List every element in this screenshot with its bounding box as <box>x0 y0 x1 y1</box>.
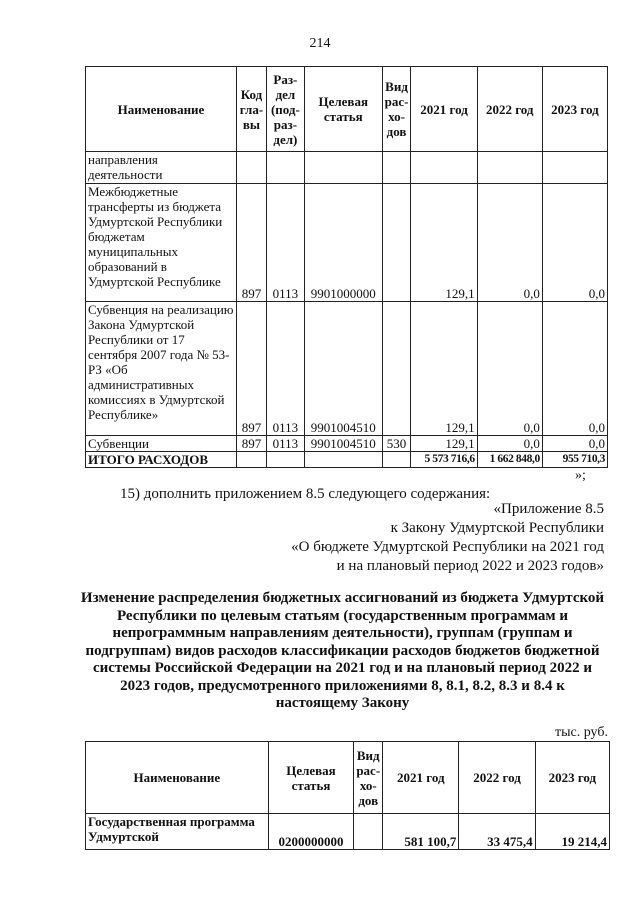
row-section: 0113 <box>266 436 304 452</box>
page-number: 214 <box>309 36 331 51</box>
row-2022 <box>477 152 542 184</box>
table-row <box>86 152 608 184</box>
row-code: 897 <box>237 302 267 436</box>
row-2021: 129,1 <box>411 436 477 452</box>
header-target-item: Целевая статья <box>268 742 354 814</box>
appendix-line: и на плановый период 2022 и 2023 годов» <box>336 558 604 574</box>
header-target-item: Целевая статья <box>304 67 382 152</box>
total-label: ИТОГО РАСХОДОВ <box>86 452 237 468</box>
row-2023: 0,0 <box>542 184 607 302</box>
row-2022: 0,0 <box>477 436 542 452</box>
header-name: Наименование <box>86 742 269 814</box>
row-target <box>304 152 382 184</box>
units-label: тыс. руб. <box>555 725 608 740</box>
appendix-heading <box>291 500 604 576</box>
empty-cell <box>237 452 267 468</box>
table-header-row <box>86 742 610 814</box>
header-expense-type: Вид рас- хо- дов <box>382 67 411 152</box>
closing-quote: »; <box>575 468 586 483</box>
row-type <box>382 302 411 436</box>
row-2021 <box>411 152 477 184</box>
row-2023: 0,0 <box>542 436 607 452</box>
document-title: Изменение распределения бюджетных ассигнований из бюджета Удмуртской Республики по целевым статьям (государственным программам и непрограммным направлениям деятельности), группам (группам и подгруппам) видов расходов классификации расходов бюджетов бюджетной системы Российской Федерации на 2021 год и на плановый период 2022 и 2023 годов, предусмотренного приложениями 8, 8.1, 8.2, 8.3 и 8.4 к настоящему Закону <box>80 590 605 711</box>
total-2021: 5 573 716,6 <box>411 452 477 468</box>
row-code <box>237 152 267 184</box>
allocation-table <box>85 741 610 850</box>
appendix-line: к Закону Удмуртской Республики <box>390 520 604 536</box>
row-2021: 129,1 <box>411 184 477 302</box>
row-2023: 0,0 <box>542 302 607 436</box>
row-type <box>382 184 411 302</box>
row-target: 9901004510 <box>304 302 382 436</box>
empty-cell <box>304 452 382 468</box>
appendix-line: «О бюджете Удмуртской Республики на 2021 год <box>291 539 604 555</box>
header-2021: 2021 год <box>383 742 459 814</box>
expenses-table-continued <box>85 66 608 468</box>
amendment-instruction: 15) дополнить приложением 8.5 следующего содержания: <box>120 486 491 502</box>
row-section: 0113 <box>266 302 304 436</box>
header-2023: 2023 год <box>542 67 607 152</box>
table-row <box>86 436 608 452</box>
row-name: Государственная программа Удмуртской <box>86 814 269 850</box>
empty-cell <box>382 452 411 468</box>
row-name: направления деятельности <box>86 152 237 184</box>
header-chapter-code: Код гла- вы <box>237 67 267 152</box>
table-row <box>86 184 608 302</box>
total-2023: 955 710,3 <box>542 452 607 468</box>
row-target: 9901004510 <box>304 436 382 452</box>
table-row <box>86 302 608 436</box>
row-target: 9901000000 <box>304 184 382 302</box>
row-2023: 19 214,4 <box>535 814 609 850</box>
appendix-line: «Приложение 8.5 <box>493 501 604 517</box>
row-type <box>354 814 383 850</box>
header-2023: 2023 год <box>535 742 609 814</box>
row-target: 0200000000 <box>268 814 354 850</box>
row-2023 <box>542 152 607 184</box>
row-type <box>382 152 411 184</box>
row-code: 897 <box>237 184 267 302</box>
row-section <box>266 152 304 184</box>
table-header-row <box>86 67 608 152</box>
header-name: Наименование <box>86 67 237 152</box>
empty-cell <box>266 452 304 468</box>
header-2022: 2022 год <box>459 742 535 814</box>
row-name: Межбюджетные трансферты из бюджета Удмуртской Республики бюджетам муниципальных образований в Удмуртской Республике <box>86 184 237 302</box>
row-2021: 581 100,7 <box>383 814 459 850</box>
table-row <box>86 814 610 850</box>
row-type: 530 <box>382 436 411 452</box>
total-row <box>86 452 608 468</box>
row-name: Субвенции <box>86 436 237 452</box>
row-2022: 0,0 <box>477 184 542 302</box>
row-2021: 129,1 <box>411 302 477 436</box>
header-2021: 2021 год <box>411 67 477 152</box>
row-code: 897 <box>237 436 267 452</box>
row-section: 0113 <box>266 184 304 302</box>
header-2022: 2022 год <box>477 67 542 152</box>
total-2022: 1 662 848,0 <box>477 452 542 468</box>
header-expense-type: Вид рас- хо- дов <box>354 742 383 814</box>
row-2022: 33 475,4 <box>459 814 535 850</box>
row-name: Субвенция на реализацию Закона Удмуртской Республики от 17 сентября 2007 года № 53-РЗ «Об административных комиссиях в Удмуртской Республике» <box>86 302 237 436</box>
row-2022: 0,0 <box>477 302 542 436</box>
header-section: Раз- дел (под- раз- дел) <box>266 67 304 152</box>
